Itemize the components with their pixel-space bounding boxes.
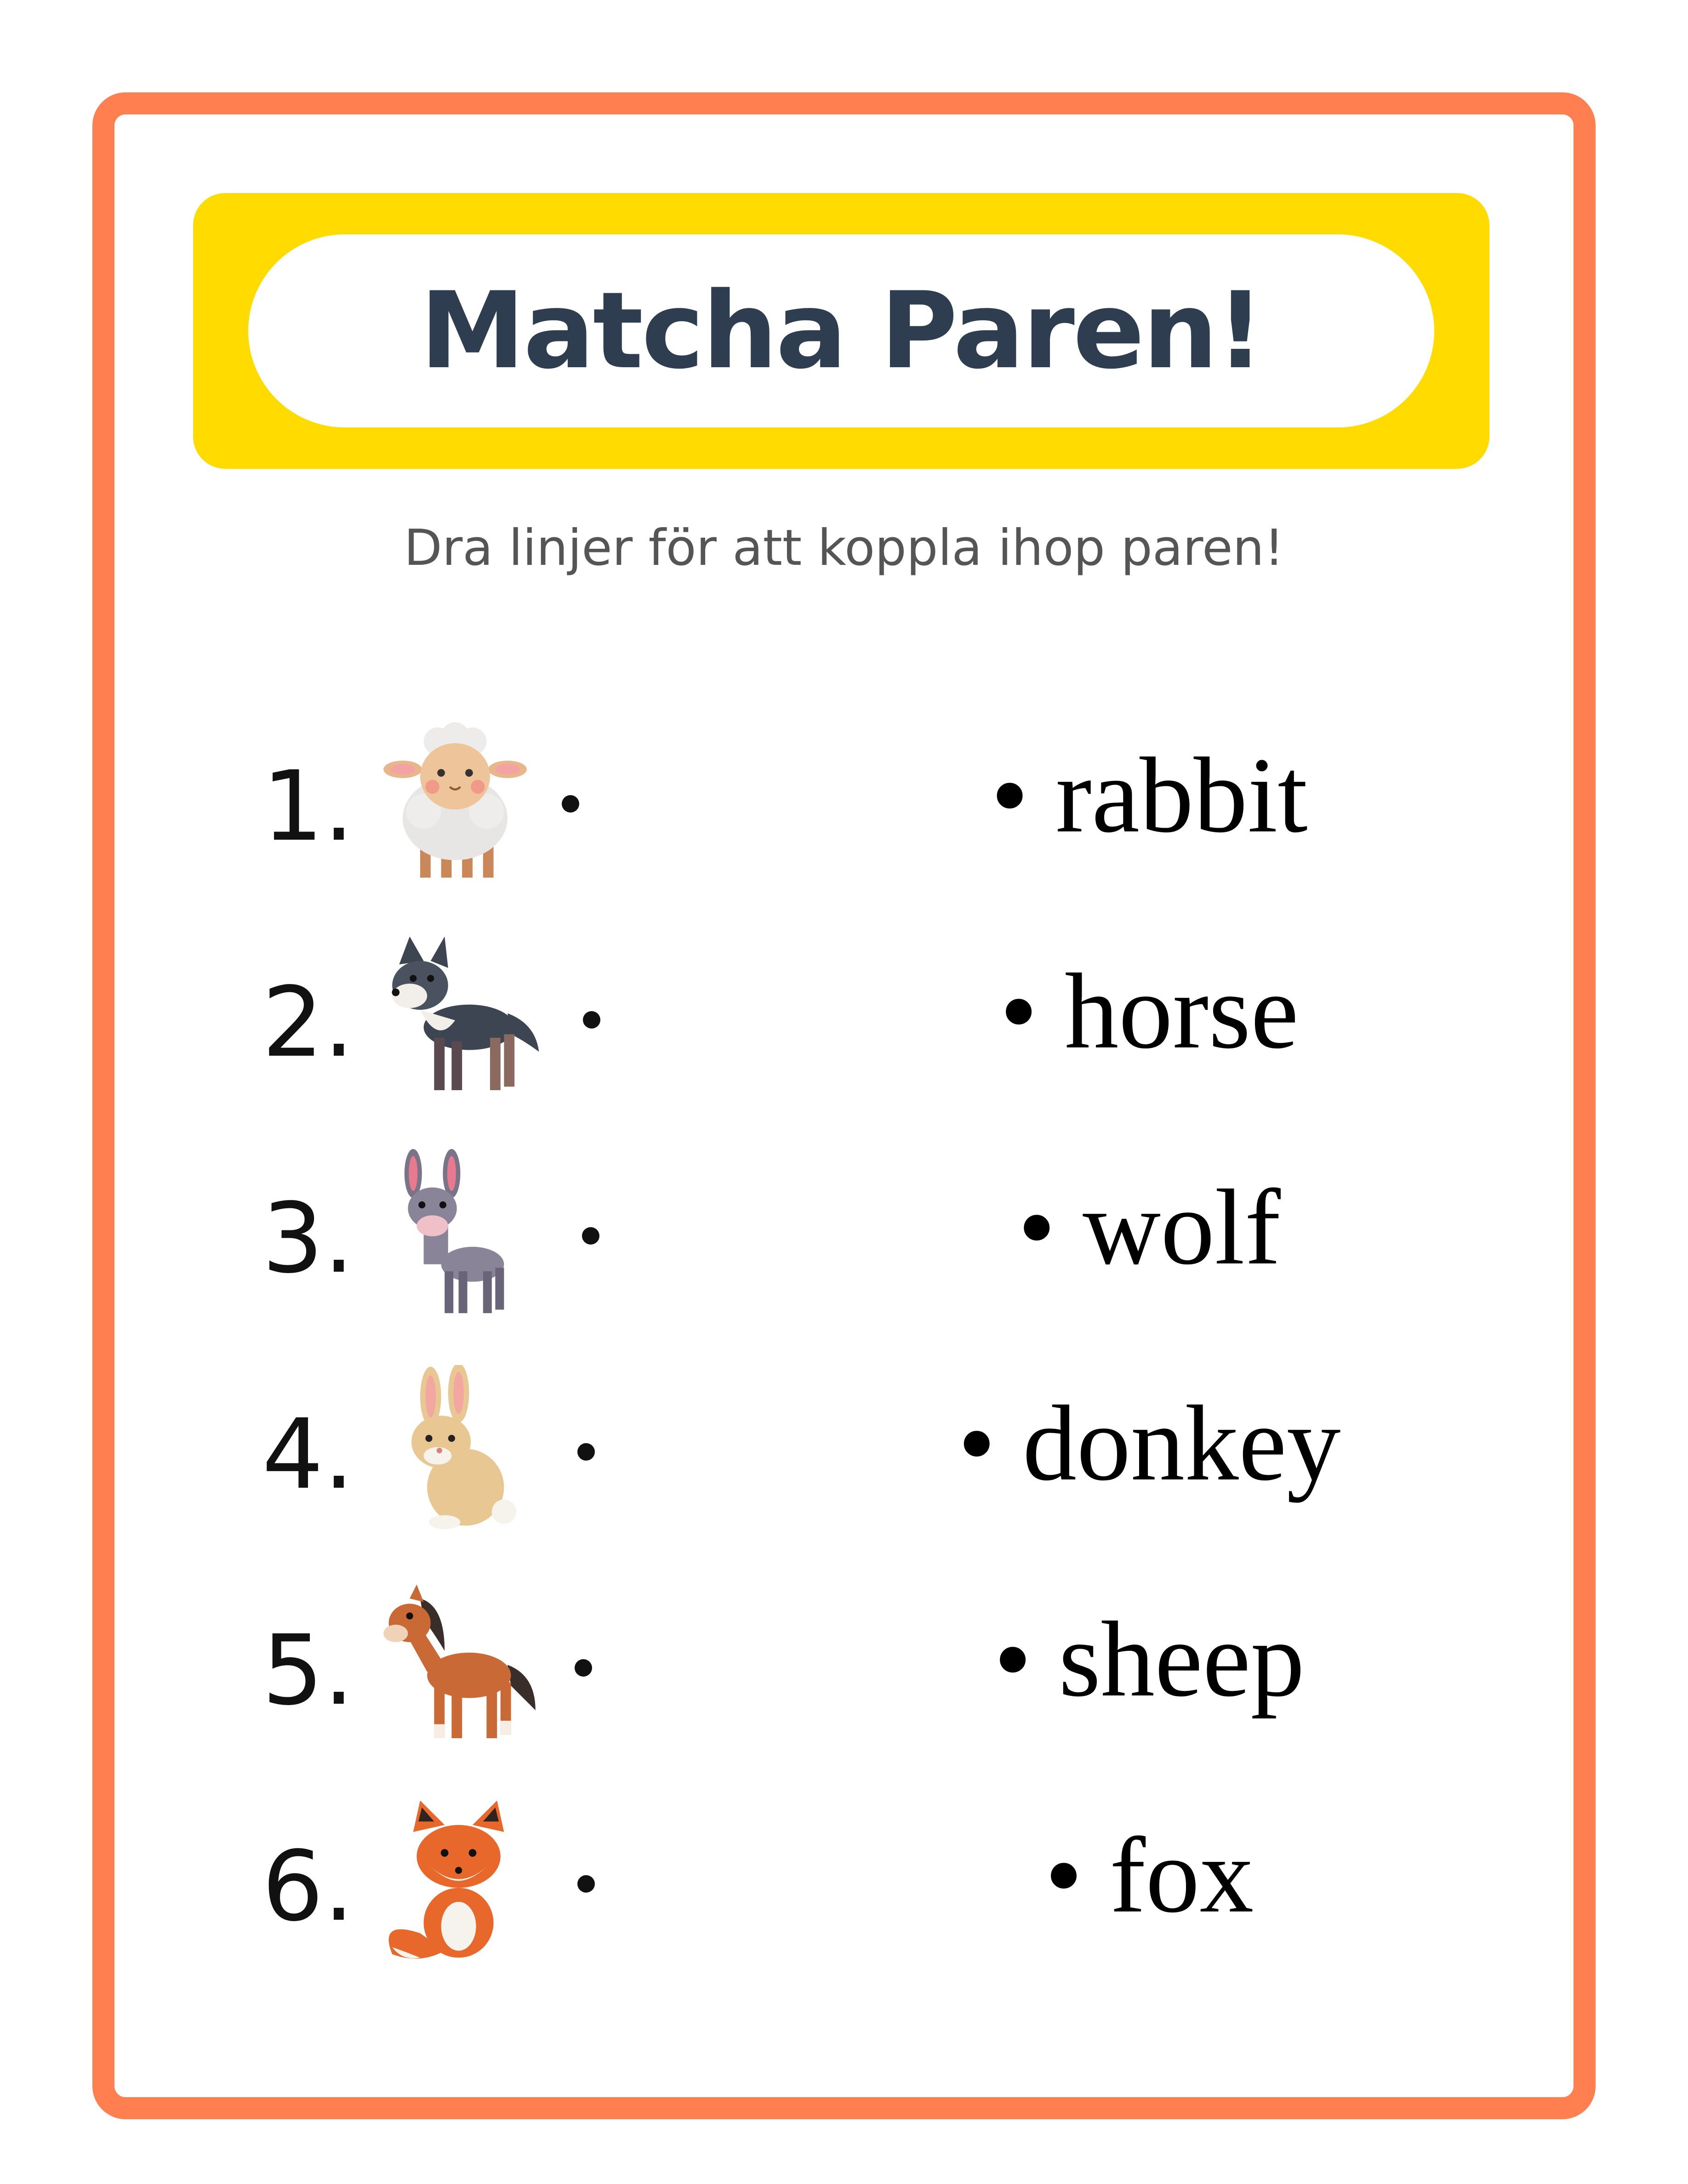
word-label: fox <box>1109 1815 1254 1935</box>
match-row-6 <box>0 1788 1688 1972</box>
rabbit-icon <box>359 1365 552 1540</box>
match-row-3 <box>0 1140 1688 1324</box>
match-word <box>942 942 1356 1080</box>
sheep-icon <box>359 717 552 892</box>
left-connector-dot[interactable] <box>562 795 579 813</box>
right-connector-dot[interactable]: • <box>1044 1815 1110 1935</box>
match-word <box>942 1158 1356 1296</box>
word-label: donkey <box>1022 1383 1341 1503</box>
word-label: sheep <box>1058 1599 1305 1719</box>
word-label: horse <box>1065 951 1299 1071</box>
wolf-icon <box>359 933 552 1108</box>
match-row-1 <box>0 708 1688 892</box>
match-word <box>942 1590 1356 1728</box>
right-connector-dot[interactable]: • <box>958 1383 1023 1503</box>
left-connector-dot[interactable] <box>577 1875 595 1893</box>
match-word <box>942 1374 1356 1512</box>
match-row-5 <box>0 1572 1688 1756</box>
match-word <box>942 1806 1356 1944</box>
donkey-icon <box>359 1149 552 1324</box>
right-connector-dot[interactable]: • <box>1018 1167 1083 1287</box>
match-row-2 <box>0 924 1688 1108</box>
item-number: 3. <box>262 1182 354 1295</box>
item-number: 2. <box>262 966 354 1079</box>
left-connector-dot[interactable] <box>583 1011 600 1029</box>
instructions: Dra linjer för att koppla ihop paren! <box>404 519 1284 577</box>
item-number: 6. <box>262 1830 354 1943</box>
fox-icon <box>359 1797 552 1972</box>
word-label: wolf <box>1083 1167 1281 1287</box>
word-label: rabbit <box>1055 735 1308 855</box>
left-connector-dot[interactable] <box>575 1659 592 1677</box>
item-number: 5. <box>262 1614 354 1727</box>
horse-icon <box>359 1581 552 1756</box>
right-connector-dot[interactable]: • <box>991 735 1056 855</box>
page-title: Matcha Paren! <box>420 269 1263 392</box>
match-word <box>942 726 1356 864</box>
match-row-4 <box>0 1356 1688 1540</box>
left-connector-dot[interactable] <box>577 1443 595 1461</box>
item-number: 1. <box>262 750 354 863</box>
right-connector-dot[interactable]: • <box>993 1599 1059 1719</box>
item-number: 4. <box>262 1398 354 1511</box>
right-connector-dot[interactable]: • <box>999 951 1065 1071</box>
title-banner <box>193 193 1489 469</box>
title-pill <box>248 234 1434 427</box>
left-connector-dot[interactable] <box>582 1227 599 1245</box>
